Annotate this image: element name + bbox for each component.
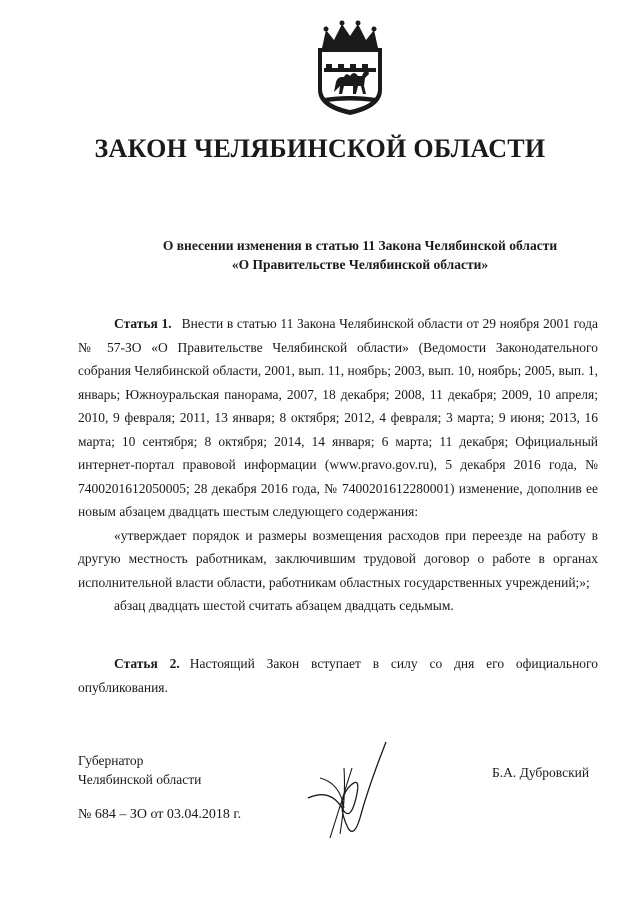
article-1-paragraph [78,312,598,524]
handwritten-signature-icon [300,738,395,843]
article-1-label: Статья 1. [114,316,172,331]
article-1-quote: «утверждает порядок и размеры возмещения расходов при переезде на работу в другую местность работникам, заключившим трудовой договор о работе в органах исполнительной власти области, работникам областных государственных учреждений;»; [78,527,598,590]
article-2-paragraph [78,652,598,699]
signatory-position-line-1: Губернатор [78,753,144,768]
article-2-label: Статья 2. [114,656,180,671]
signatory-name: Б.А. Дубровский [492,765,590,780]
coat-of-arms-camel-icon [312,20,388,116]
subtitle-line-2: «О Правительстве Челябинской области» [231,257,489,272]
document-number: № 684 – ЗО от 03.04.2018 г. [78,807,242,822]
article-2 [78,652,598,699]
law-subtitle [60,236,640,274]
article-1-text: Внести в статью 11 Закона Челябинской области от 29 ноября 2001 года № 57-ЗО «О Правительстве Челябинской области» (Ведомости Законодательного собрания Челябинской области, 2001, вып. 11, ноябрь; 2003, вып. 10, ноябрь; 2005, вып. 1, январь; Южноуральская панорама, 2007, 18 декабря; 2008, 11 декабря; 2009, 10 апреля; 2010, 9 февраля; 2011, 13 января; 8 октября; 2012, 4 февраля; 3 марта; 9 июня; 2013, 16 марта; 10 сентября; 8 октября; 2014, 14 января; 6 марта; 11 декабря; Официальный интернет-портал правовой информации (www.pravo.gov.ru), 5 декабря 2016 года, № 7400201612050005; 28 декабря 2016 года, № 7400201612280001) изменение, дополнив ее новым абзацем двадцать шестым следующего содержания: [78,316,598,519]
article-2-text: Настоящий Закон вступает в силу со дня его официального опубликования. [78,656,599,695]
subtitle-line-1: О внесении изменения в статью 11 Закона Челябинской области [162,238,558,253]
signatory-position-line-2: Челябинской области [78,772,202,787]
law-title: ЗАКОН ЧЕЛЯБИНСКОЙ ОБЛАСТИ [94,134,546,163]
signatory-position [78,751,201,789]
article-1-closing: абзац двадцать шестой считать абзацем двадцать седьмым. [114,598,454,613]
article-1 [78,312,598,618]
